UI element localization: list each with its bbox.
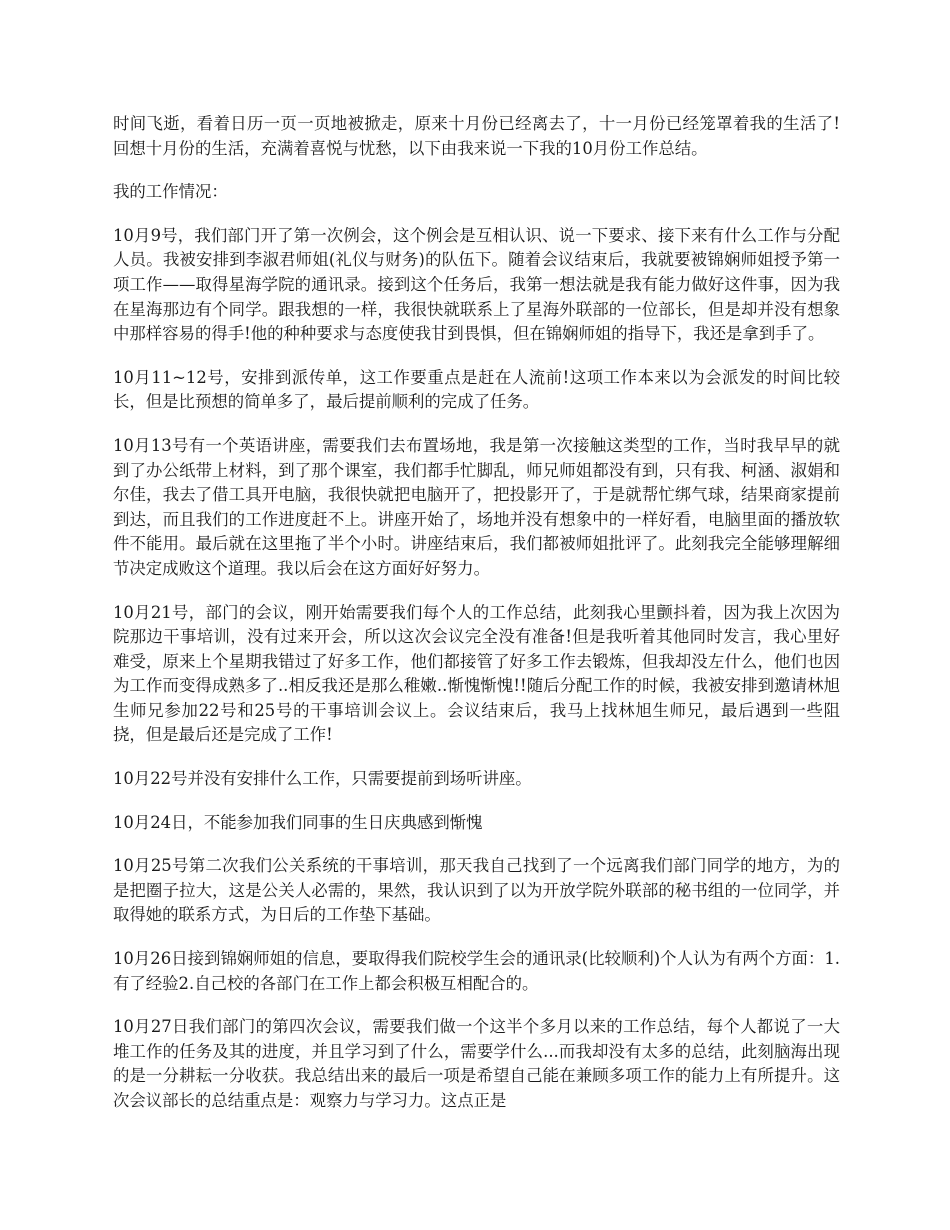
paragraph-oct-24: 10月24日，不能参加我们同事的生日庆典感到惭愧 — [113, 812, 483, 832]
paragraph-oct-25: 10月25号第二次我们公关系统的干事培训，那天我自己找到了一个远离我们部门同学的地方，为的是把圈子拉大，这是公关人必需的，果然，我认识到了以为开放学院外联部的秘书组的一位同学，并取得她的联系方式，为日后的工作垫下基础。 — [113, 856, 840, 925]
paragraph-oct-13: 10月13号有一个英语讲座，需要我们去布置场地，我是第一次接触这类型的工作，当时我早早的就到了办公纸带上材料，到了那个课室，我们都手忙脚乱，师兄师姐都没有到，只有我、柯涵、淑娟和尔佳，我去了借工具开电脑，我很快就把电脑开了，把投影开了，于是就帮忙绑气球，结果商家提前到达，而且我们的工作进度赶不上。讲座开始了，场地并没有想象中的一样好看，电脑里面的播放软件不能用。最后就在这里拖了半个小时。讲座结束后，我们都被师姐批评了。此刻我完全能够理解细节决定成败这个道理。我以后会在这方面好好努力。 — [113, 435, 840, 578]
paragraph-oct-21: 10月21号，部门的会议，刚开始需要我们每个人的工作总结，此刻我心里颤抖着，因为我上次因为院那边干事培训，没有过来开会，所以这次会议完全没有准备!但是我听着其他同时发言，我心里好难受，原来上个星期我错过了好多工作，他们都接管了好多工作去锻炼，但我却没左什么，他们也因为工作而变得成熟多了..相反我还是那么稚嫩..惭愧惭愧!!随后分配工作的时候，我被安排到邀请林旭生师兄参加22号和25号的干事培训会议上。会议结束后，我马上找林旭生师兄，最后遇到一些阻挠，但是最后还是完成了工作! — [113, 602, 840, 745]
paragraph-heading-work-status: 我的工作情况： — [113, 182, 228, 202]
paragraph-oct-27: 10月27日我们部门的第四次会议，需要我们做一个这半个多月以来的工作总结，每个人都说了一大堆工作的任务及其的进度，并且学习到了什么，需要学什么...而我却没有太多的总结，此刻脑海出现的是一分耕耘一分收获。我总结出来的最后一项是希望自己能在兼顾多项工作的能力上有所提升。这次会议部长的总结重点是：观察力与学习力。这点正是 — [113, 1017, 840, 1110]
paragraph-oct-11-12: 10月11~12号，安排到派传单，这工作要重点是赶在人流前!这项工作本来以为会派发的时间比较长，但是比预想的简单多了，最后提前顺利的完成了任务。 — [113, 367, 840, 412]
paragraph-oct-9: 10月9号，我们部门开了第一次例会，这个例会是互相认识、说一下要求、接下来有什么工作与分配人员。我被安排到李淑君师姐(礼仪与财务)的队伍下。随着会议结束后，我就要被锦娴师姐授予第一项工作——取得星海学院的通讯录。接到这个任务后，我第一想法就是我有能力做好这件事，因为我在星海那边有个同学。跟我想的一样，我很快就联系上了星海外联部的一位部长，但是却并没有想象中那样容易的得手!他的种种要求与态度使我甘到畏惧，但在锦娴师姐的指导下，我还是拿到手了。 — [113, 225, 840, 344]
document-body — [113, 112, 840, 1133]
paragraph-oct-22: 10月22号并没有安排什么工作，只需要提前到场听讲座。 — [113, 769, 532, 789]
paragraph-intro: 时间飞逝，看着日历一页一页地被掀走，原来十月份已经离去了，十一月份已经笼罩着我的生活了!回想十月份的生活，充满着喜悦与忧愁，以下由我来说一下我的10月份工作总结。 — [113, 114, 840, 158]
paragraph-oct-26: 10月26日接到锦娴师姐的信息，要取得我们院校学生会的通讯录(比较顺利)个人认为有两个方面：1.有了经验2.自己校的各部门在工作上都会积极互相配合的。 — [113, 949, 840, 993]
